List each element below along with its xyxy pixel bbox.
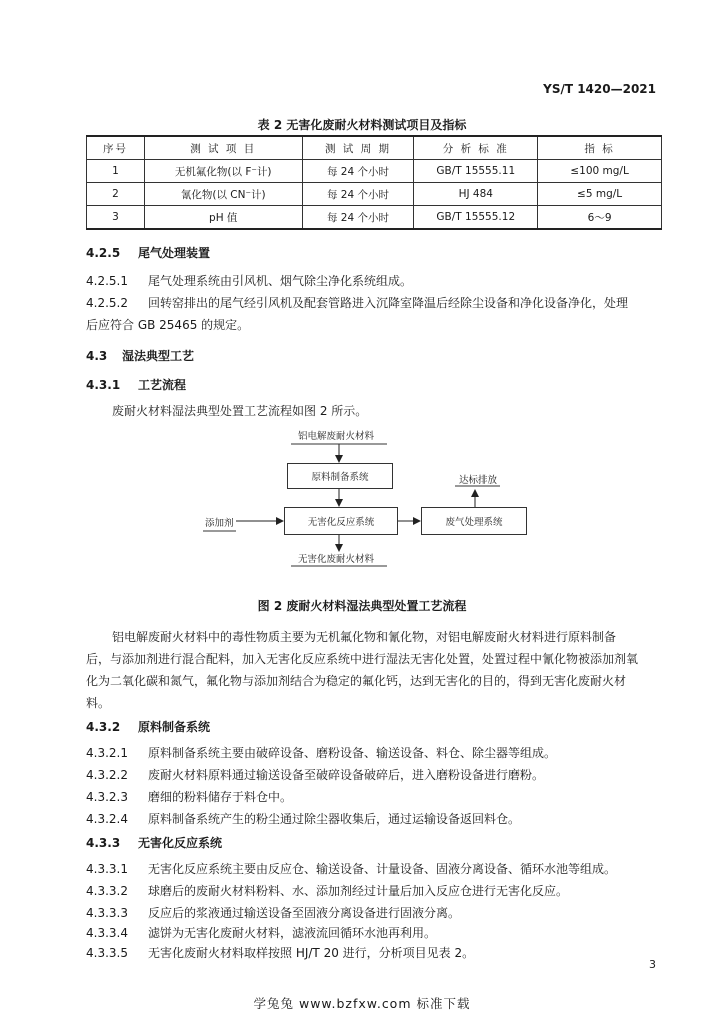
clause-number: 4.3.3.3 [86,906,128,920]
clause-4-3-3-1 [86,858,616,880]
paragraph-line: 料。 [86,696,111,710]
clause-4-3-3-5 [86,942,474,964]
clause-number: 4.2.5.2 [86,296,128,310]
section-number: 4.3.1 [86,378,121,392]
section-title: 原料制备系统 [138,720,211,734]
page-number: 3 [649,958,656,971]
table-cell: HJ 484 [414,183,538,206]
additive-label: 添加剂 [205,518,234,529]
section-title: 无害化反应系统 [138,836,223,850]
clause-number: 4.2.5.1 [86,274,128,288]
gas-treatment-box [421,507,527,535]
clause-number: 4.3.3.4 [86,926,128,940]
flow-intro: 废耐火材料湿法典型处置工艺流程如图 2 所示。 [112,404,368,418]
clause-4-3-2-4 [86,808,520,830]
table-cell: pH 值 [144,206,302,230]
clause-number: 4.3.2.2 [86,768,128,782]
column-header: 指 标 [538,136,662,160]
clause-number: 4.3.3.5 [86,946,128,960]
box-label: 原料制备系统 [311,472,369,483]
table-cell: ≤100 mg/L [538,160,662,183]
section-number: 4.3.2 [86,720,121,734]
section-title: 尾气处理装置 [138,246,211,260]
table-cell: 6～9 [538,206,662,230]
table-cell: 每 24 个小时 [302,160,414,183]
clause-text: 原料制备系统产生的粉尘通过除尘器收集后，通过运输设备返回料仓。 [148,812,521,826]
prep-system-box [287,463,393,489]
clause-text: 原料制备系统主要由破碎设备、磨粉设备、输送设备、料仓、除尘器等组成。 [148,746,557,760]
paragraph-line: 后，与添加剂进行混合配料，加入无害化反应系统中进行湿法无害化处置，处置过程中氰化物被添加剂氧 [86,652,639,666]
clause-number: 4.3.2.4 [86,812,128,826]
standard-number: YS/T 1420—2021 [543,82,656,96]
clause-text: 无害化废耐火材料取样按照 HJ/T 20 进行，分析项目见表 2。 [148,946,475,960]
section-title: 湿法典型工艺 [122,349,195,363]
clause-continuation: 后应符合 GB 25465 的规定。 [86,318,250,332]
clause-number: 4.3.2.3 [86,790,128,804]
clause-text: 磨细的粉料储存于料仓中。 [148,790,293,804]
section-number: 4.3.3 [86,836,121,850]
discharge-label: 达标排放 [459,475,498,486]
input-material-label: 铝电解废耐火材料 [298,431,375,442]
box-label: 无害化反应系统 [307,517,375,528]
table-cell: ≤5 mg/L [538,183,662,206]
section-heading-4-3-2 [86,718,210,735]
box-label: 废气处理系统 [445,517,503,528]
clause-text: 滤饼为无害化废耐火材料，滤液流回循环水池再利用。 [148,926,437,940]
column-header: 分 析 标 准 [414,136,538,160]
column-header: 序号 [87,136,145,160]
clause-4-3-3-2 [86,880,568,902]
table-cell: 1 [87,160,145,183]
table-cell: GB/T 15555.11 [414,160,538,183]
paragraph-line: 铝电解废耐火材料中的毒性物质主要为无机氟化物和氰化物，对铝电解废耐火材料进行原料制备 [112,630,617,644]
clause-4-3-2-2 [86,764,544,786]
table-cell: GB/T 15555.12 [414,206,538,230]
section-title: 工艺流程 [138,378,187,392]
figure-caption: 图 2 废耐火材料湿法典型处置工艺流程 [257,599,467,613]
column-header: 测 试 项 目 [144,136,302,160]
clause-text: 回转窑排出的尾气经引风机及配套管路进入沉降室降温后经除尘设备和净化设备净化，处理 [148,296,629,310]
clause-text: 尾气处理系统由引风机、烟气除尘净化系统组成。 [148,274,413,288]
paragraph-line: 化为二氧化碳和氮气，氟化物与添加剂结合为稳定的氟化钙，达到无害化的目的，得到无害化废耐火材 [86,674,627,688]
table-caption: 表 2 无害化废耐火材料测试项目及指标 [257,118,467,132]
clause-4-3-3-3 [86,902,460,924]
clause-number: 4.3.2.1 [86,746,128,760]
clause-text: 废耐火材料原料通过输送设备至破碎设备破碎后，进入磨粉设备进行磨粉。 [148,768,545,782]
clause-number: 4.3.3.2 [86,884,128,898]
table-cell: 2 [87,183,145,206]
clause-4-3-2-3 [86,786,292,808]
clause-text: 反应后的浆液通过输送设备至固液分离设备进行固液分离。 [148,906,461,920]
column-header: 测 试 周 期 [302,136,414,160]
clause-text: 球磨后的废耐火材料粉料、水、添加剂经过计量后加入反应仓进行无害化反应。 [148,884,569,898]
section-number: 4.3 [86,349,108,363]
clause-number: 4.3.3.1 [86,862,128,876]
table-cell: 每 24 个小时 [302,183,414,206]
clause-text: 无害化反应系统主要由反应仓、输送设备、计量设备、固液分离设备、循环水池等组成。 [148,862,617,876]
output-material-label: 无害化废耐火材料 [298,554,375,565]
table-cell: 无机氟化物(以 F⁻计) [144,160,302,183]
reaction-system-box [284,507,398,535]
clause-4-3-2-1 [86,742,556,764]
table-cell: 3 [87,206,145,230]
table-cell: 氰化物(以 CN⁻计) [144,183,302,206]
section-number: 4.2.5 [86,246,121,260]
section-heading-4-3-3 [86,834,222,851]
clause-4-3-3-4 [86,922,436,944]
download-footer: 学兔兔 www.bzfxw.com 标准下载 [253,996,471,1011]
table-cell: 每 24 个小时 [302,206,414,230]
